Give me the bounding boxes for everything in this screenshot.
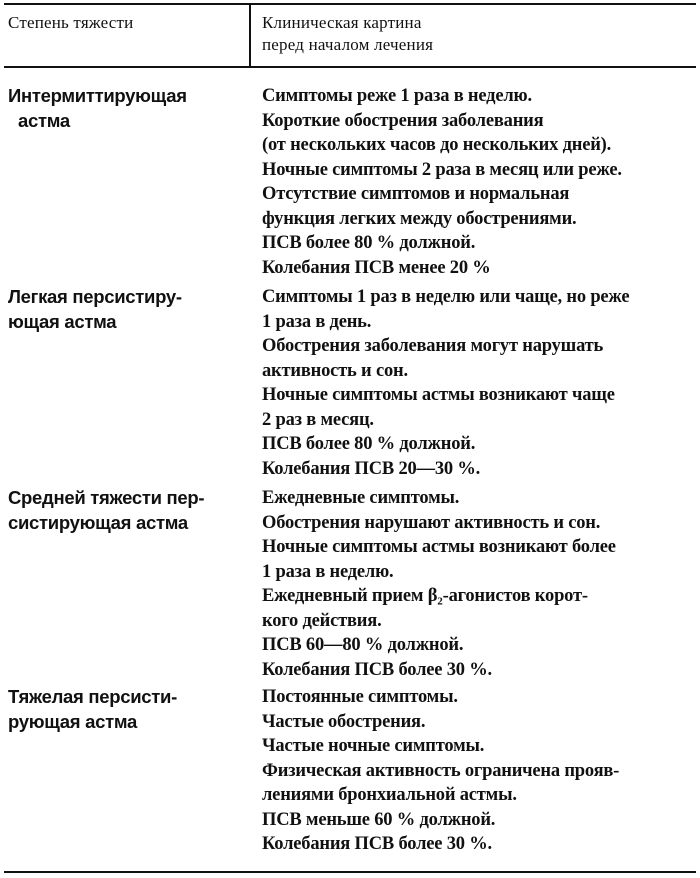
header-column-divider xyxy=(249,5,251,66)
description-line: кого действия. xyxy=(262,610,382,631)
severity-line: Легкая персистиру- xyxy=(8,286,182,307)
description-line: Ежедневные симптомы. xyxy=(262,488,460,508)
description-line: Физическая активность ограничена прояв- xyxy=(262,760,620,781)
description-line: (от нескольких часов до нескольких дней). xyxy=(262,135,612,155)
severity-line: Тяжелая персисти- xyxy=(8,686,177,707)
table-bottom-rule xyxy=(4,871,696,873)
description-line: ПСВ более 80 % должной. xyxy=(262,233,476,253)
severity-cell xyxy=(8,285,248,334)
description-line: функция легких между обострениями. xyxy=(262,208,577,229)
description-line: Симптомы реже 1 раза в неделю. xyxy=(262,86,532,106)
table-top-rule xyxy=(4,3,696,5)
severity-line: ющая астма xyxy=(8,310,117,332)
description-line: Ежедневный прием β₂-агонистов корот- xyxy=(262,586,588,606)
description-line: Симптомы 1 раз в неделю или чаще, но реже xyxy=(262,287,630,307)
header-severity xyxy=(8,12,244,34)
description-cell xyxy=(262,84,694,280)
description-line: Колебания ПСВ более 30 %. xyxy=(262,659,492,680)
description-line: 1 раза в неделю. xyxy=(262,561,394,582)
description-line: активность и сон. xyxy=(262,360,408,381)
header-bottom-rule xyxy=(4,66,696,68)
description-line: Частые ночные симптомы. xyxy=(262,736,485,756)
severity-cell xyxy=(8,84,248,133)
header-clinical-line: Клиническая картина xyxy=(262,13,422,32)
description-line: лениями бронхиальной астмы. xyxy=(262,785,517,805)
description-cell xyxy=(262,486,694,682)
severity-line: Средней тяжести пер- xyxy=(8,487,205,508)
severity-line: рующая астма xyxy=(8,710,137,732)
description-line: Отсутствие симптомов и нормальная xyxy=(262,184,570,204)
description-line: ПСВ 60—80 % должной. xyxy=(262,635,464,655)
description-line: Колебания ПСВ менее 20 % xyxy=(262,257,491,278)
description-line: Ночные симптомы астмы возникают чаще xyxy=(262,385,615,405)
description-line: 2 раз в месяц. xyxy=(262,409,374,430)
description-line: Короткие обострения заболевания xyxy=(262,110,544,131)
description-line: Частые обострения. xyxy=(262,711,426,732)
severity-cell xyxy=(8,486,248,535)
severity-line: систирующая астма xyxy=(8,511,188,533)
description-line: Ночные симптомы 2 раза в месяц или реже. xyxy=(262,159,622,180)
description-line: Обострения нарушают активность и сон. xyxy=(262,512,601,533)
header-clinical-line: перед началом лечения xyxy=(262,35,434,54)
header-severity-label: Степень тяжести xyxy=(8,13,134,32)
severity-line: астма xyxy=(18,109,70,131)
description-line: Постоянные симптомы. xyxy=(262,687,458,707)
description-line: Колебания ПСВ более 30 %. xyxy=(262,834,492,854)
severity-cell xyxy=(8,685,248,734)
description-cell xyxy=(262,285,694,481)
description-line: ПСВ более 80 % должной. xyxy=(262,434,476,454)
severity-line: Интермиттирующая xyxy=(8,85,187,106)
description-line: Ночные симптомы астмы возникают более xyxy=(262,537,616,557)
description-line: Обострения заболевания могут нарушать xyxy=(262,336,604,356)
description-line: ПСВ меньше 60 % должной. xyxy=(262,809,496,830)
description-cell xyxy=(262,685,694,857)
header-clinical-picture xyxy=(262,12,692,56)
description-line: 1 раза в день. xyxy=(262,311,372,332)
description-line: Колебания ПСВ 20—30 %. xyxy=(262,458,481,479)
